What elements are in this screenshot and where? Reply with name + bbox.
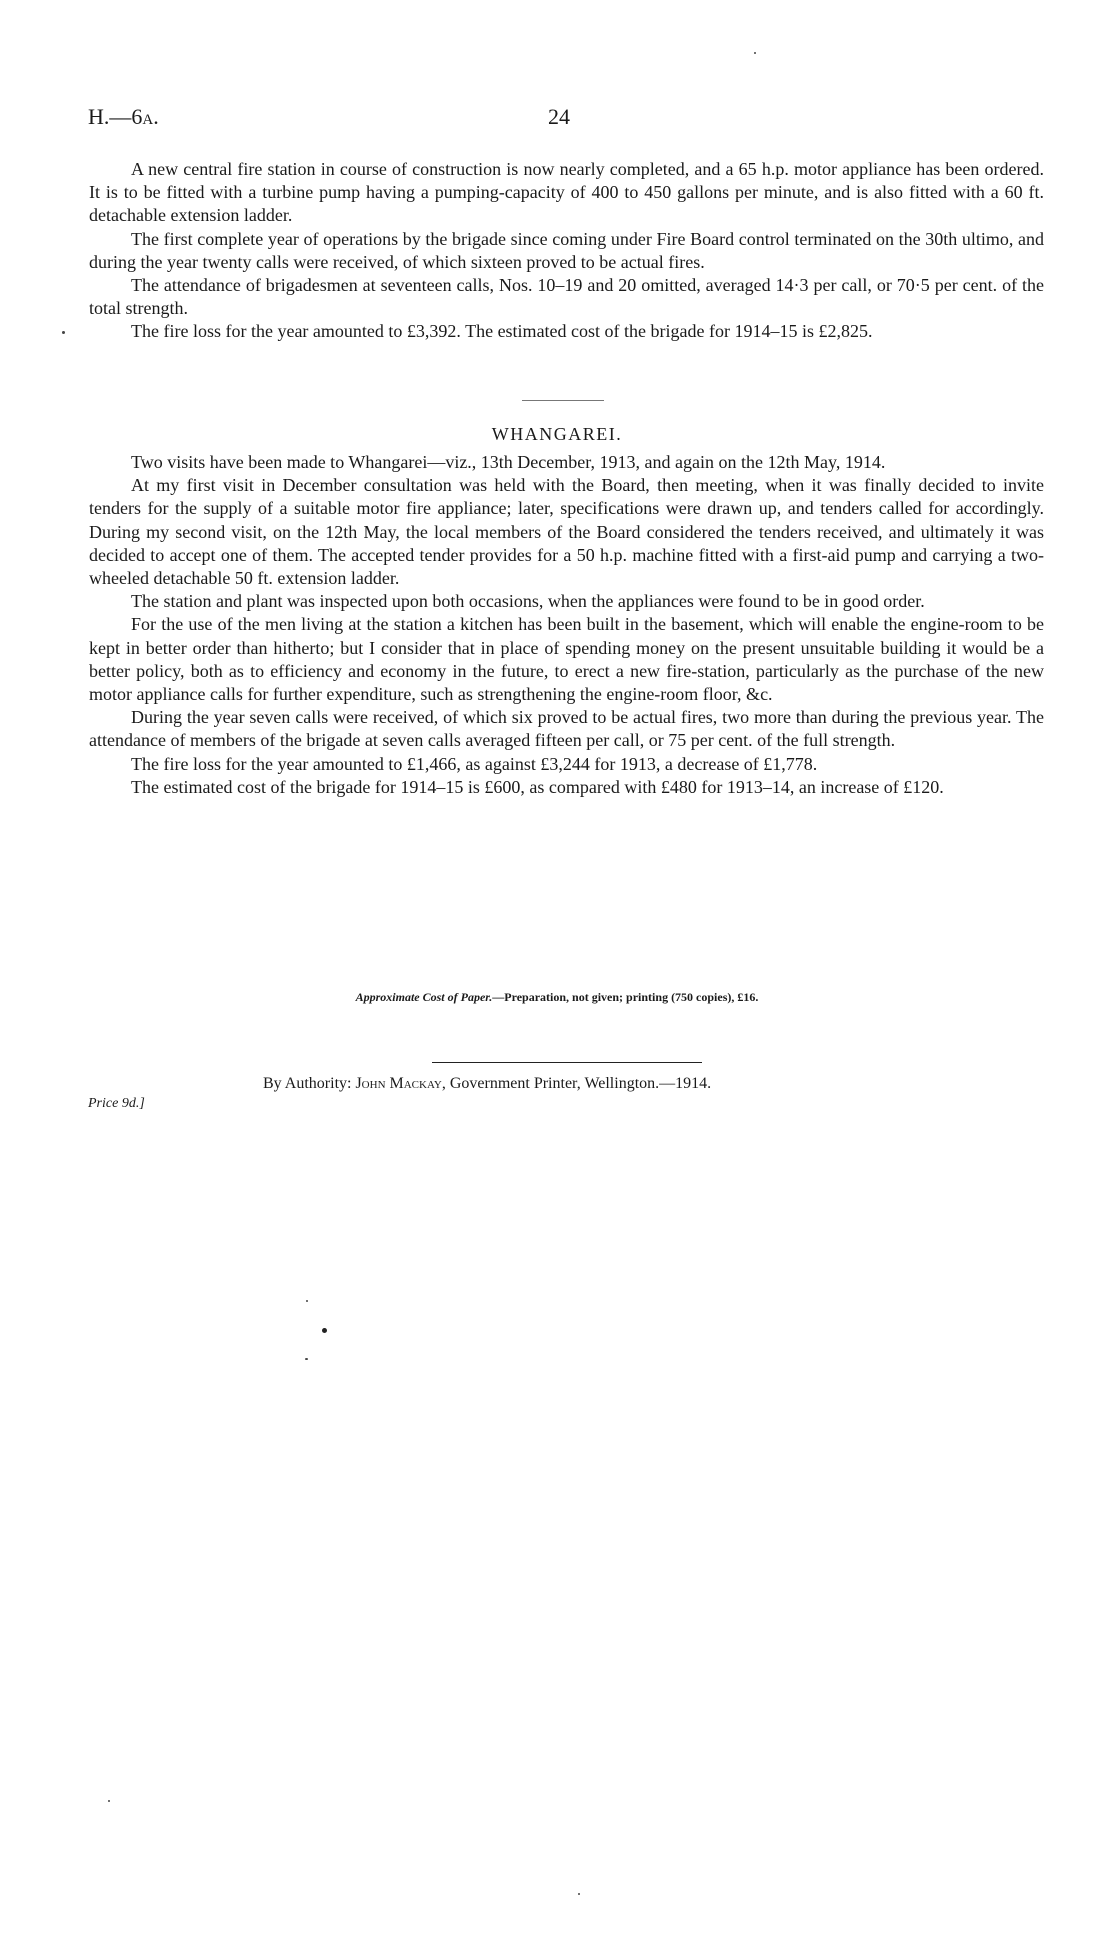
scan-speck — [108, 1800, 110, 1802]
imprint-rule — [432, 1062, 702, 1063]
scan-speck — [305, 1358, 308, 1360]
scan-speck — [62, 331, 65, 334]
document-identifier: H.—6a. — [88, 104, 159, 129]
section-previous-brigade — [89, 158, 1044, 344]
paragraph: The fire loss for the year amounted to £3,392. The estimated cost of the brigade for 1914–15 is £2,825. — [131, 321, 873, 342]
paragraph: The station and plant was inspected upon both occasions, when the appliances were found to be in good order. — [131, 591, 925, 612]
paragraph: During the year seven calls were received, of which six proved to be actual fires, two more than during the previous year. The attendance of members of the brigade at seven calls averaged fifteen per call, or 75 per cent. of the full strength. — [89, 707, 1044, 751]
paragraph: The first complete year of operations by the brigade since coming under Fire Board control terminated on the 30th ultimo, and during the year twenty calls were received, of which sixteen proved to be actual fires. — [89, 228, 1044, 272]
scan-speck — [754, 52, 756, 54]
scan-speck — [306, 1300, 308, 1302]
paragraph: The estimated cost of the brigade for 1914–15 is £600, as compared with £480 for 1913–14, an increase of £120. — [131, 776, 944, 797]
price-note: Price 9d.] — [88, 1096, 145, 1111]
section-heading-whangarei: WHANGAREI. — [491, 424, 623, 444]
running-head — [88, 104, 1046, 134]
scan-speck — [578, 1893, 580, 1895]
paragraph: For the use of the men living at the station a kitchen has been built in the basement, which will enable the engine-room to be kept in better order than hitherto; but I consider that in place of spending money on the present unsuitable building it would be a better policy, both as to efficiency and economy in the future, to erect a new fire-station, particularly as the purchase of the new motor appliance calls for further expenditure, such as strengthening the engine-room floor, &c. — [89, 614, 1044, 705]
page-number: 24 — [548, 104, 570, 129]
paragraph: Two visits have been made to Whangarei—viz., 13th December, 1913, and again on the 12th May, 1914. — [131, 452, 886, 472]
paragraph: At my first visit in December consultation was held with the Board, then meeting, when it was finally decided to invite tenders for the supply of a suitable motor fire appliance; later, specifications were drawn up, and tenders called for accordingly. During my second visit, on the 12th May, the local members of the Board considered the tenders received, and ultimately it was decided to accept one of them. The accepted tender provides for a 50 h.p. machine fitted with a first-aid pump and carrying a two-wheeled detachable 50 ft. extension ladder. — [89, 475, 1044, 589]
paragraph: The attendance of brigadesmen at seventeen calls, Nos. 10–19 and 20 omitted, averaged 14·3 per call, or 70·5 per cent. of the total strength. — [89, 275, 1044, 319]
printer-imprint: By Authority: John Mackay, Government Printer, Wellington.—1914. — [263, 1075, 712, 1092]
paragraph: The fire loss for the year amounted to £1,466, as against £3,244 for 1913, a decrease of £1,778. — [131, 753, 818, 774]
cost-of-paper-note — [0, 990, 1114, 1005]
cost-detail: —Preparation, not given; printing (750 copies), £16. — [492, 990, 759, 1004]
cost-label: Approximate Cost of Paper. — [355, 990, 493, 1004]
scan-speck — [322, 1328, 327, 1333]
printer-name: John Mackay — [355, 1075, 442, 1092]
paragraph: A new central fire station in course of construction is now nearly completed, and a 65 h.p. motor appliance has been ordered. It is to be fitted with a turbine pump having a pumping-capacity of 400 to 450 gallons per minute, and is also fitted with a 60 ft. detachable extension ladder. — [89, 159, 1044, 226]
section-divider — [522, 400, 604, 401]
section-whangarei — [89, 451, 1044, 799]
